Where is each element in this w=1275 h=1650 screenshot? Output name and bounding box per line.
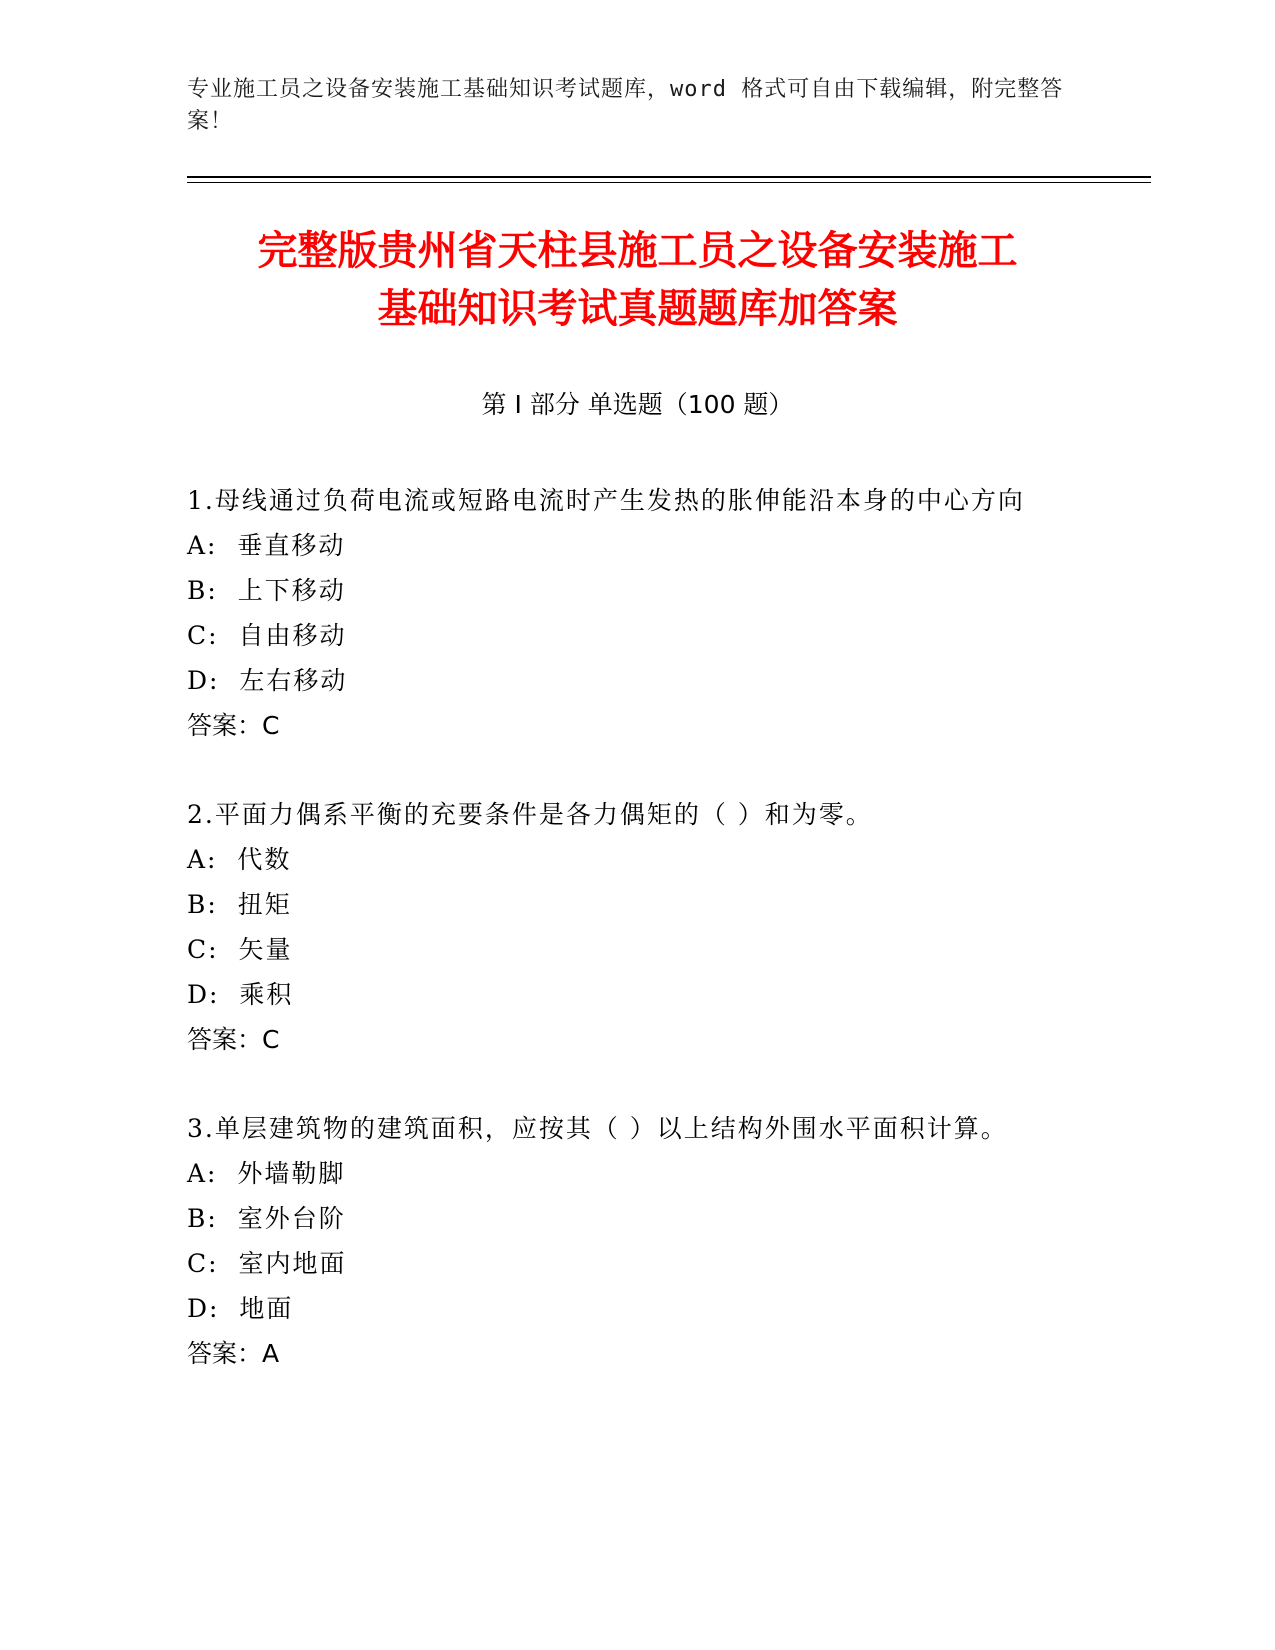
question-option-d: D: 地面 — [187, 1294, 294, 1323]
question-option-b: B: 室外台阶 — [187, 1204, 346, 1233]
question-option-a: A: 代数 — [187, 845, 292, 874]
question-stem: 2.平面力偶系平衡的充要条件是各力偶矩的（ ）和为零。 — [187, 800, 873, 829]
document-title-line-1: 完整版贵州省天柱县施工员之设备安装施工 — [257, 228, 1018, 274]
question-stem: 1.母线通过负荷电流或短路电流时产生发热的胀伸能沿本身的中心方向 — [187, 486, 1025, 515]
document-title — [150, 222, 1125, 338]
question-1 — [187, 478, 1087, 748]
question-option-b: B: 上下移动 — [187, 576, 346, 605]
question-option-b: B: 扭矩 — [187, 890, 292, 919]
document-title-line-2: 基础知识考试真题题库加答案 — [377, 286, 898, 332]
question-answer: 答案：C — [187, 1025, 280, 1054]
question-option-d: D: 左右移动 — [187, 666, 348, 695]
question-option-a: A: 外墙勒脚 — [187, 1159, 346, 1188]
question-answer: 答案：C — [187, 711, 280, 740]
question-list — [187, 478, 1087, 1420]
question-3 — [187, 1106, 1087, 1376]
question-option-c: C: 矢量 — [187, 935, 293, 964]
section-title: 第 I 部分 单选题（100 题） — [481, 390, 794, 419]
question-answer: 答案：A — [187, 1339, 280, 1368]
question-option-c: C: 室内地面 — [187, 1249, 347, 1278]
question-option-a: A: 垂直移动 — [187, 531, 346, 560]
question-stem: 3.单层建筑物的建筑面积，应按其（ ）以上结构外围水平面积计算。 — [187, 1114, 1008, 1143]
header-divider-thin — [187, 182, 1151, 183]
question-2 — [187, 792, 1087, 1062]
question-option-c: C: 自由移动 — [187, 621, 347, 650]
header-divider-thick — [187, 176, 1151, 178]
header-note: 专业施工员之设备安装施工基础知识考试题库，word 格式可自由下载编辑，附完整答案！ — [187, 77, 1064, 134]
question-option-d: D: 乘积 — [187, 980, 294, 1009]
